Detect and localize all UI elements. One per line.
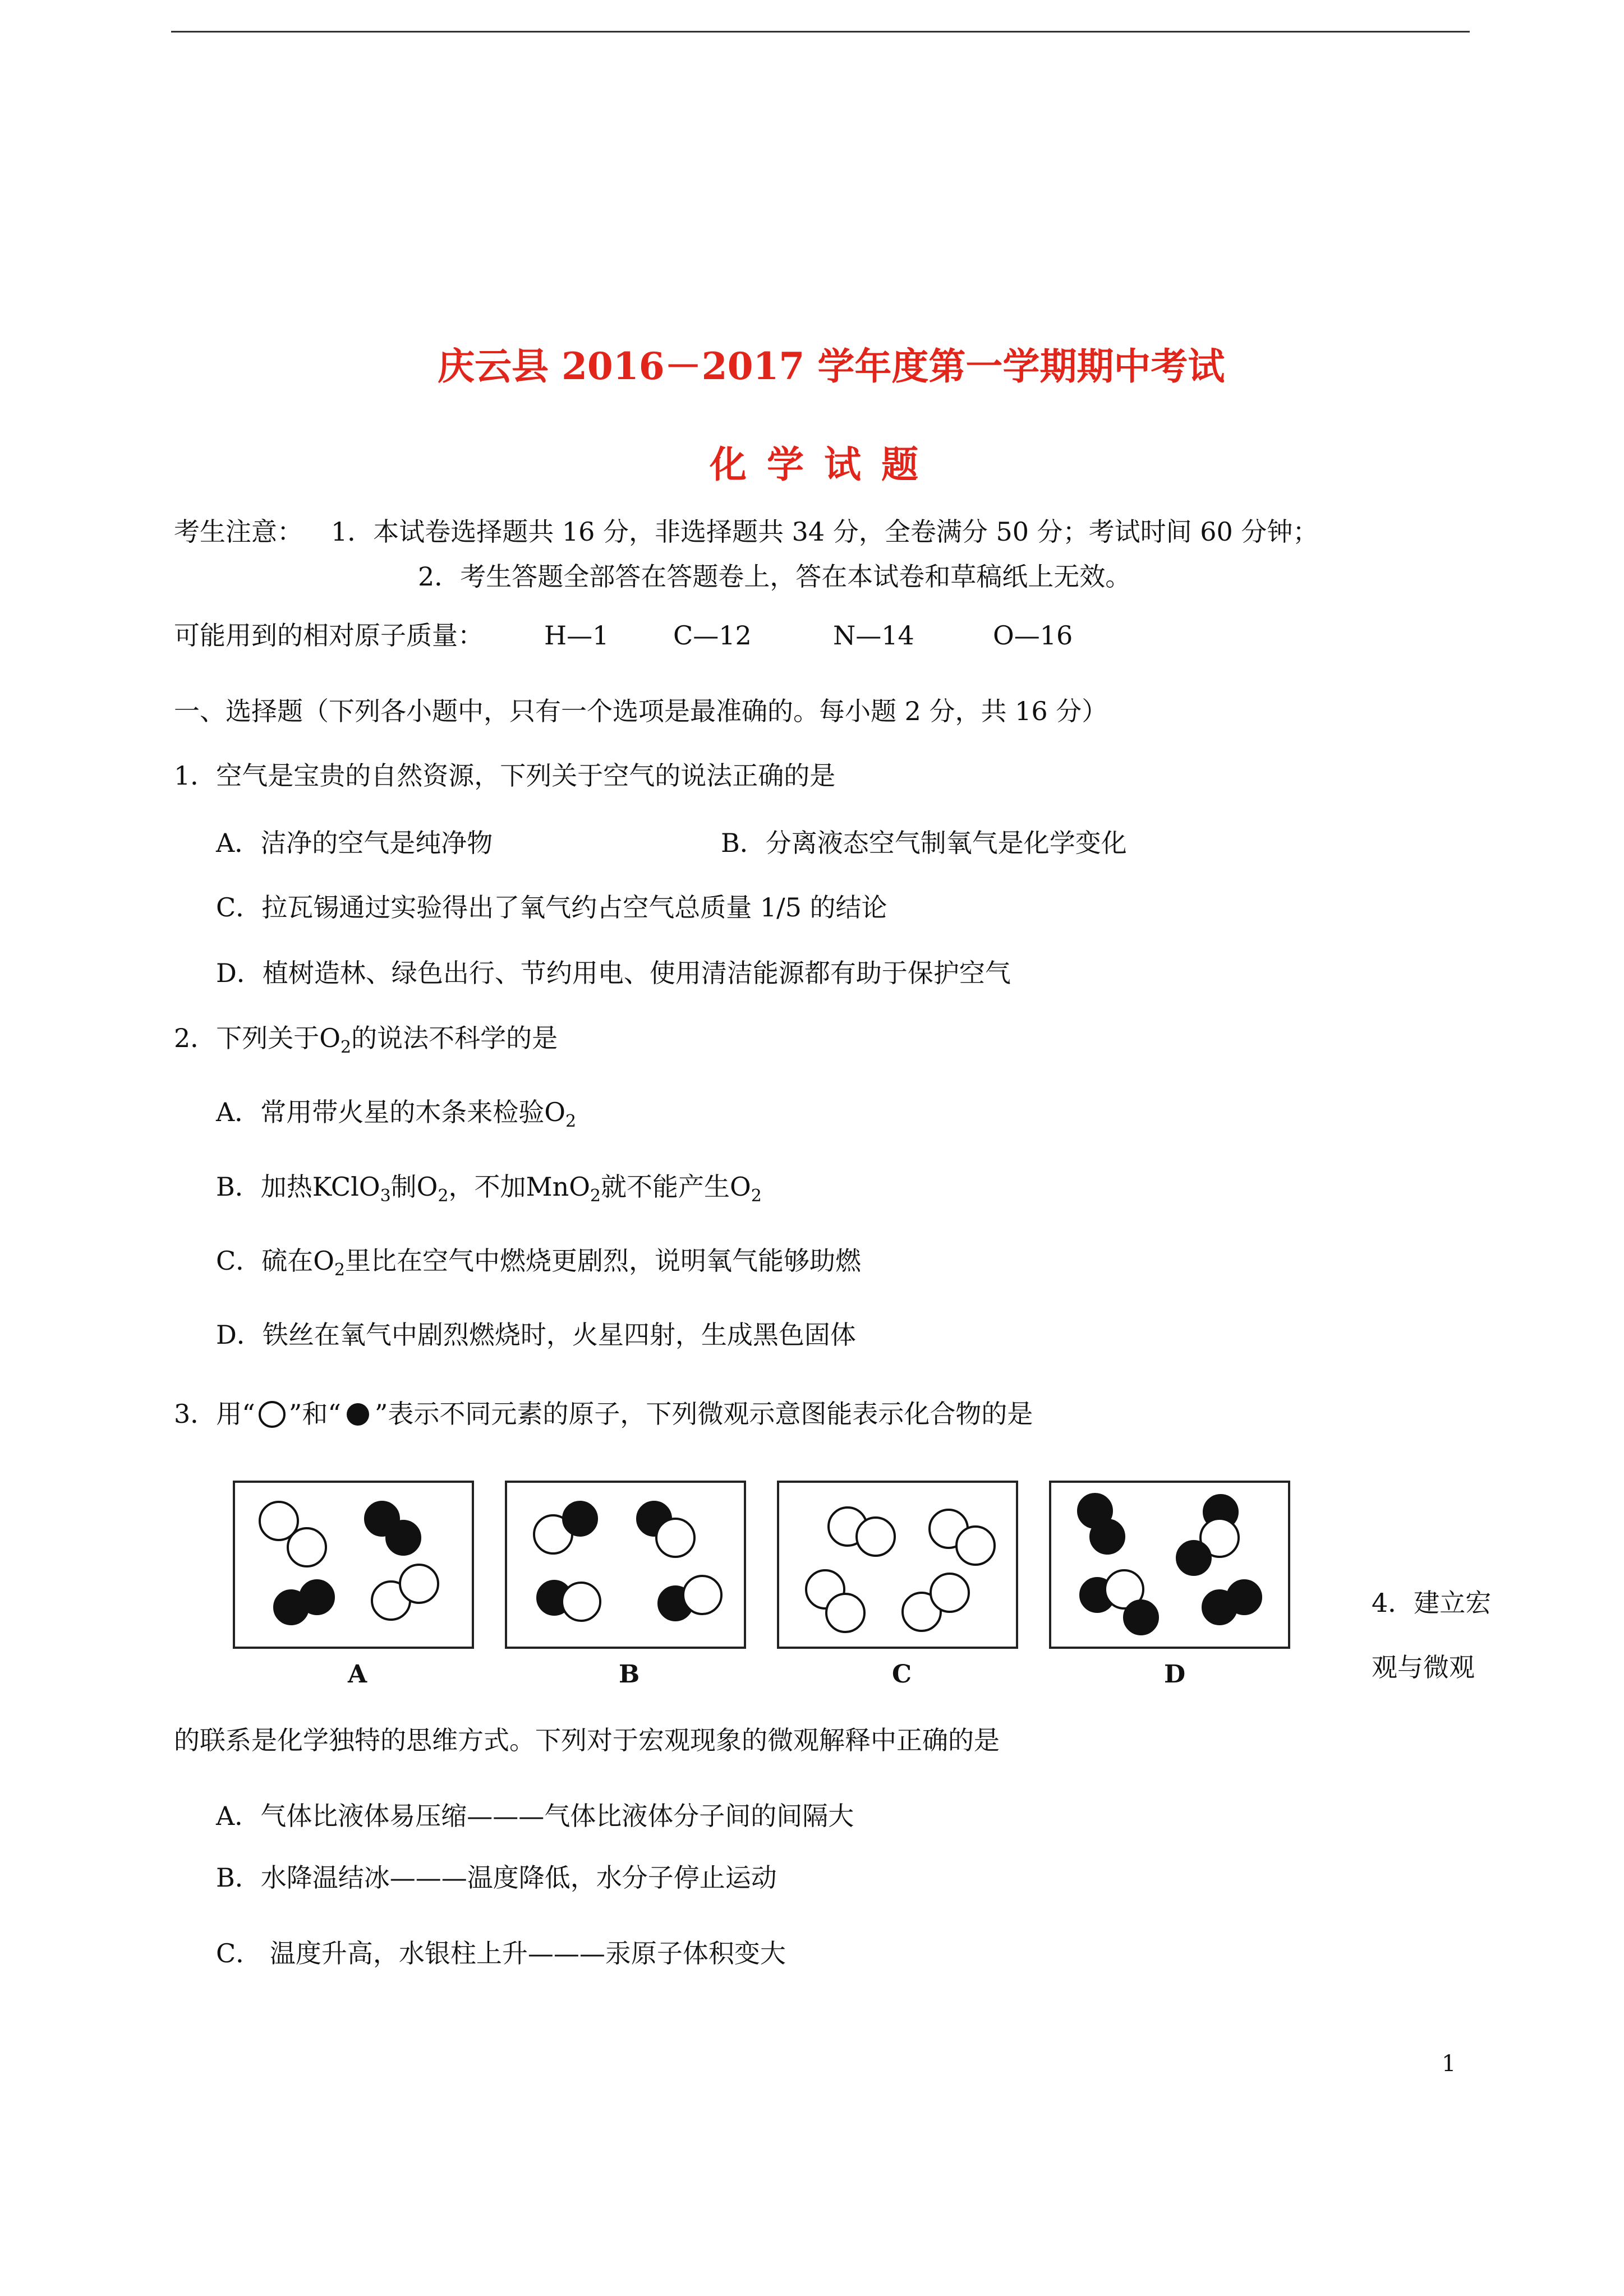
question-4-option-c: C． 温度升高，水银柱上升———汞原子体积变大 bbox=[216, 1938, 786, 1968]
question-2-option-a: A．常用带火星的木条来检验$O_2$ bbox=[216, 1097, 577, 1131]
figure-a-molecules bbox=[235, 1483, 472, 1647]
question-4-stem-part-1: 4．建立宏 bbox=[1372, 1588, 1492, 1618]
question-1-option-c: C．拉瓦锡通过实验得出了氧气约占空气总质量 1/5 的结论 bbox=[216, 892, 887, 923]
question-2-option-b: B．加热KClO$_3$制$O_2$，不加MnO$_2$就不能产生$O_2$ bbox=[216, 1172, 762, 1206]
exam-title: 庆云县 2016－2017 学年度第一学期期中考试 bbox=[438, 344, 1225, 388]
notes-line-1: 1．本试卷选择题共 16 分，非选择题共 34 分，全卷满分 50 分；考试时间 60 分钟； bbox=[331, 517, 1319, 547]
figure-c-molecules bbox=[779, 1483, 1016, 1647]
header-rule bbox=[171, 31, 1470, 33]
figure-d-label: D bbox=[1164, 1660, 1186, 1689]
figure-c-label: C bbox=[892, 1660, 912, 1689]
atomic-mass-c: C—12 bbox=[673, 620, 752, 651]
page-number: 1 bbox=[1442, 2051, 1456, 2077]
white-atom-icon bbox=[255, 1399, 289, 1430]
section-heading: 一、选择题（下列各小题中，只有一个选项是最准确的。每小题 2 分，共 16 分） bbox=[174, 696, 1108, 726]
question-2-stem: 2．下列关于$O_2$的说法不科学的是 bbox=[174, 1023, 558, 1057]
atomic-mass-h: H—1 bbox=[544, 620, 609, 651]
question-4-option-b: B．水降温结冰———温度降低，水分子停止运动 bbox=[216, 1862, 777, 1893]
atomic-mass-n: N—14 bbox=[833, 620, 914, 651]
figure-c-box bbox=[777, 1481, 1018, 1649]
question-2-option-c: C．硫在$O_2$里比在空气中燃烧更剧烈，说明氧气能够助燃 bbox=[216, 1246, 862, 1280]
atomic-masses-label: 可能用到的相对原子质量： bbox=[174, 620, 484, 651]
figure-a-box bbox=[233, 1481, 474, 1649]
question-1-option-a: A．洁净的空气是纯净物 bbox=[216, 828, 493, 858]
black-atom-icon bbox=[341, 1399, 375, 1430]
atomic-mass-o: O—16 bbox=[993, 620, 1073, 651]
question-4-option-a: A．气体比液体易压缩———气体比液体分子间的间隔大 bbox=[216, 1801, 854, 1831]
figure-b-label: B bbox=[619, 1660, 640, 1689]
figure-d-box bbox=[1049, 1481, 1290, 1649]
figure-b-box bbox=[505, 1481, 746, 1649]
notes-label: 考生注意： bbox=[174, 517, 303, 547]
figure-a-label: A bbox=[348, 1660, 367, 1689]
question-1-option-b: B．分离液态空气制氧气是化学变化 bbox=[721, 828, 1127, 858]
figure-d-molecules bbox=[1051, 1483, 1288, 1647]
exam-subtitle: 化学试题 bbox=[710, 442, 938, 486]
question-2-option-d: D．铁丝在氧气中剧烈燃烧时，火星四射，生成黑色固体 bbox=[216, 1320, 856, 1350]
figure-b-molecules bbox=[507, 1483, 744, 1647]
question-4-stem-part-3: 的联系是化学独特的思维方式。下列对于宏观现象的微观解释中正确的是 bbox=[174, 1725, 1000, 1755]
question-1-option-d: D．植树造林、绿色出行、节约用电、使用清洁能源都有助于保护空气 bbox=[216, 958, 1011, 988]
question-4-stem-part-2: 观与微观 bbox=[1372, 1652, 1475, 1682]
notes-line-2: 2．考生答题全部答在答题卷上，答在本试卷和草稿纸上无效。 bbox=[418, 561, 1131, 592]
question-3-stem: 3．用“ ”和“ ”表示不同元素的原子，下列微观示意图能表示化合物的是 bbox=[174, 1399, 1033, 1429]
question-1-stem: 1．空气是宝贵的自然资源，下列关于空气的说法正确的是 bbox=[174, 760, 836, 791]
